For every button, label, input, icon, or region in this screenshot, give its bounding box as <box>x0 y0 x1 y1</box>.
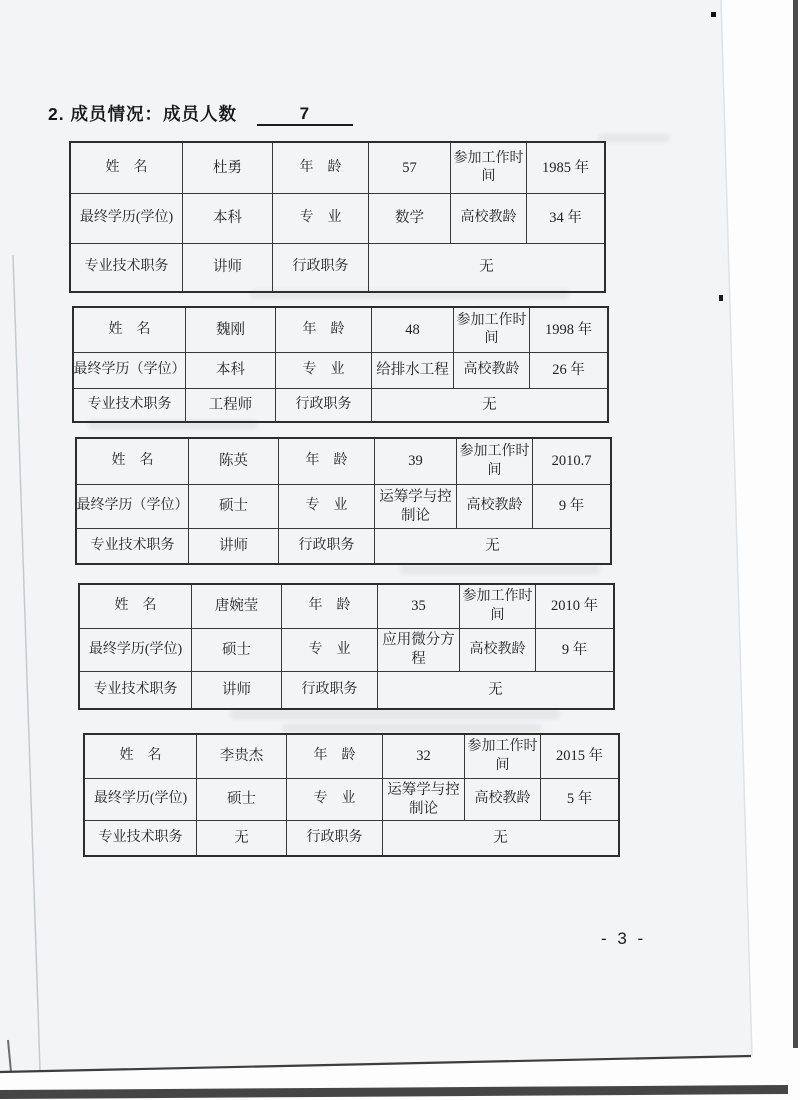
member-major: 运筹学与控制论 <box>375 485 457 529</box>
education-label: 最终学历(学位) <box>85 779 197 821</box>
member-teaching-years: 9 年 <box>533 485 610 529</box>
work-start-label: 参加工作时间 <box>454 308 530 353</box>
admin-label: 行政职务 <box>276 389 372 421</box>
name-label: 姓 名 <box>80 585 192 629</box>
member-work-start: 2010.7 <box>533 439 610 485</box>
education-label: 最终学历（学位） <box>77 485 189 529</box>
member-age: 57 <box>369 143 451 194</box>
prof-title-label: 专业技术职务 <box>77 529 189 563</box>
member-prof-title: 讲师 <box>183 244 273 291</box>
education-label: 最终学历(学位) <box>71 194 183 244</box>
member-admin: 无 <box>482 396 497 413</box>
education-label: 最终学历（学位） <box>74 353 186 389</box>
name-label: 姓 名 <box>77 439 189 485</box>
member-table <box>75 437 612 565</box>
member-prof-title: 工程师 <box>186 389 276 421</box>
admin-label: 行政职务 <box>282 672 378 708</box>
teaching-years-label: 高校教龄 <box>460 629 536 672</box>
prof-title-label: 专业技术职务 <box>71 244 183 291</box>
member-name: 唐婉莹 <box>192 585 282 629</box>
member-work-start: 1998 年 <box>530 308 607 353</box>
section-header <box>48 101 353 126</box>
teaching-years-label: 高校教龄 <box>454 353 530 389</box>
member-table <box>78 583 615 710</box>
member-admin: 无 <box>488 681 503 698</box>
member-education: 本科 <box>183 194 273 244</box>
age-label: 年 龄 <box>273 143 369 194</box>
work-start-label: 参加工作时间 <box>457 439 533 485</box>
member-count-value: 7 <box>257 104 353 126</box>
member-name: 杜勇 <box>183 143 273 194</box>
teaching-years-label: 高校教龄 <box>457 485 533 529</box>
member-table <box>69 141 606 293</box>
member-education: 硕士 <box>189 485 279 529</box>
name-label: 姓 名 <box>85 735 197 779</box>
member-name: 李贵杰 <box>197 735 287 779</box>
member-age: 32 <box>383 735 465 779</box>
education-label: 最终学历(学位) <box>80 629 192 672</box>
major-label: 专 业 <box>276 353 372 389</box>
member-table <box>83 733 620 857</box>
admin-label: 行政职务 <box>287 821 383 855</box>
member-work-start: 2010 年 <box>536 585 613 629</box>
teaching-years-label: 高校教龄 <box>465 779 541 821</box>
major-label: 专 业 <box>273 194 369 244</box>
prof-title-label: 专业技术职务 <box>80 672 192 708</box>
age-label: 年 龄 <box>282 585 378 629</box>
member-age: 39 <box>375 439 457 485</box>
member-teaching-years: 26 年 <box>530 353 607 389</box>
age-label: 年 龄 <box>279 439 375 485</box>
member-age: 35 <box>378 585 460 629</box>
member-major: 运筹学与控制论 <box>383 779 465 821</box>
member-teaching-years: 9 年 <box>536 629 613 672</box>
member-name: 魏刚 <box>186 308 276 353</box>
member-admin: 无 <box>485 537 500 554</box>
work-start-label: 参加工作时间 <box>451 143 527 194</box>
member-age: 48 <box>372 308 454 353</box>
member-teaching-years: 5 年 <box>541 779 618 821</box>
major-label: 专 业 <box>279 485 375 529</box>
work-start-label: 参加工作时间 <box>460 585 536 629</box>
age-label: 年 龄 <box>276 308 372 353</box>
member-work-start: 2015 年 <box>541 735 618 779</box>
admin-label: 行政职务 <box>279 529 375 563</box>
section-header-label: 2. 成员情况：成员人数 <box>48 104 237 124</box>
member-major: 应用微分方程 <box>378 629 460 672</box>
member-prof-title: 无 <box>197 821 287 855</box>
member-major: 数学 <box>369 194 451 244</box>
work-start-label: 参加工作时间 <box>465 735 541 779</box>
member-admin: 无 <box>493 829 508 846</box>
age-label: 年 龄 <box>287 735 383 779</box>
member-work-start: 1985 年 <box>527 143 604 194</box>
member-education: 硕士 <box>192 629 282 672</box>
member-education: 硕士 <box>197 779 287 821</box>
prof-title-label: 专业技术职务 <box>85 821 197 855</box>
admin-label: 行政职务 <box>273 244 369 291</box>
member-major: 给排水工程 <box>372 353 454 389</box>
member-teaching-years: 34 年 <box>527 194 604 244</box>
page-number: - 3 - <box>601 929 647 948</box>
member-education: 本科 <box>186 353 276 389</box>
member-admin: 无 <box>479 259 494 276</box>
name-label: 姓 名 <box>71 143 183 194</box>
prof-title-label: 专业技术职务 <box>74 389 186 421</box>
major-label: 专 业 <box>287 779 383 821</box>
member-prof-title: 讲师 <box>189 529 279 563</box>
member-table <box>72 306 609 423</box>
member-name: 陈英 <box>189 439 279 485</box>
name-label: 姓 名 <box>74 308 186 353</box>
teaching-years-label: 高校教龄 <box>451 194 527 244</box>
member-prof-title: 讲师 <box>192 672 282 708</box>
major-label: 专 业 <box>282 629 378 672</box>
